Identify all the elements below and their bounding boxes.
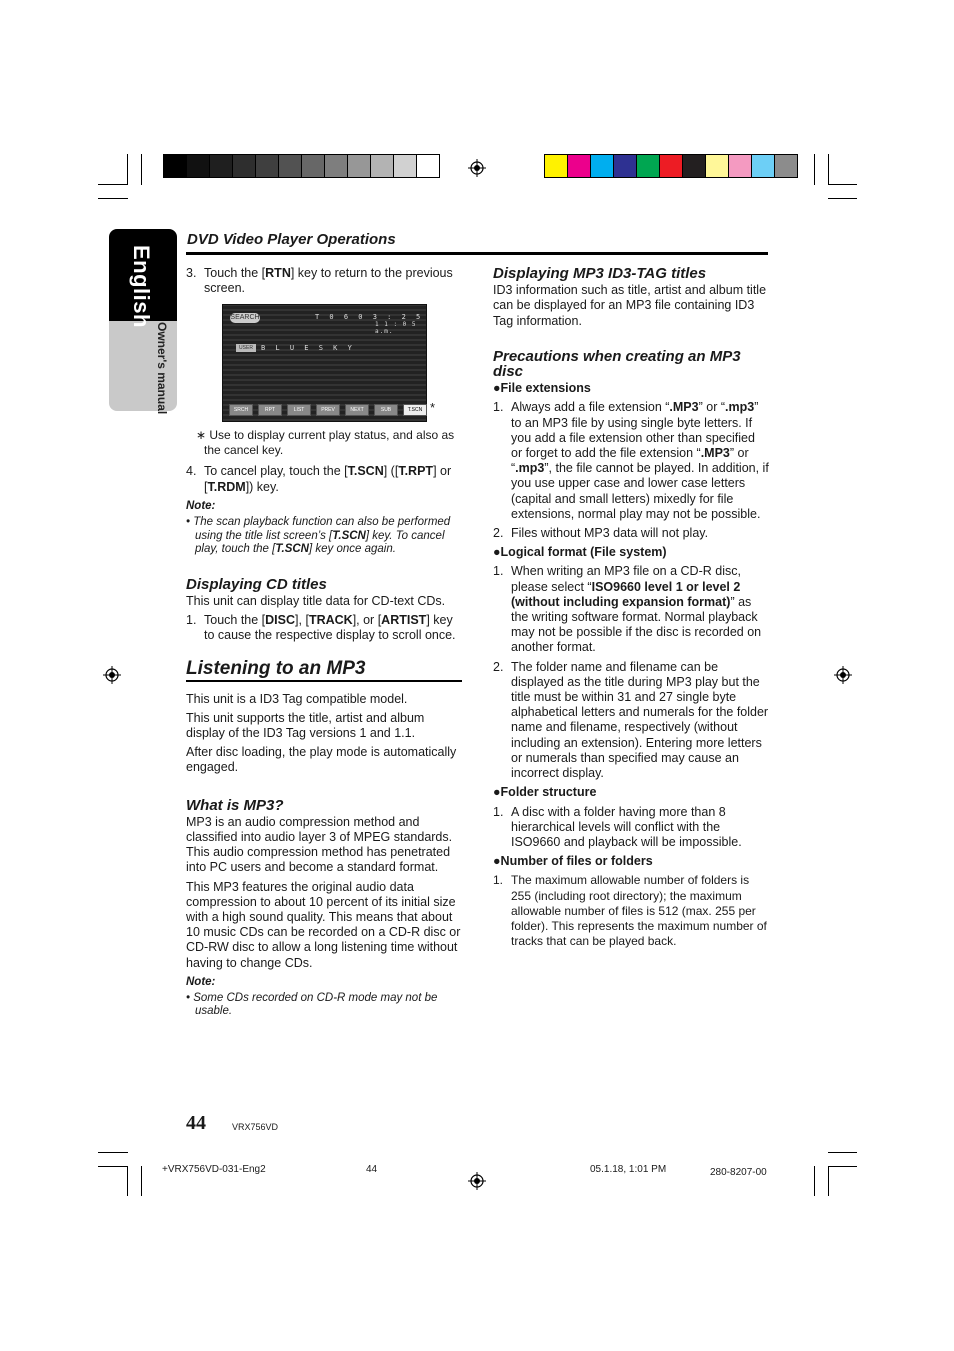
registration-target-icon — [468, 159, 486, 177]
folder-item-1: 1. A disc with a folder having more than 8 hierarchical levels will conflict with the ISO9660 and playback will be impossible. — [493, 804, 742, 849]
crop-mark — [98, 184, 128, 185]
screen-title: B L U E S K Y — [261, 344, 355, 352]
crop-mark — [127, 154, 128, 185]
mp3-p1: This unit is a ID3 Tag compatible model. — [186, 691, 408, 706]
what-mp3-heading: What is MP3? — [186, 796, 284, 814]
page-number: 44 — [186, 1112, 206, 1134]
screen-marker: * — [430, 400, 436, 415]
screen-button: LIST — [287, 404, 311, 416]
crop-mark — [141, 154, 142, 185]
color-swatch — [660, 155, 683, 177]
cd-titles-intro: This unit can display title data for CD-text CDs. — [186, 593, 446, 608]
registration-target-icon — [468, 1172, 486, 1190]
model-number: VRX756VD — [232, 1122, 279, 1132]
gray-swatch — [233, 155, 256, 177]
left-column — [186, 266, 462, 300]
color-swatch — [752, 155, 775, 177]
color-swatch — [729, 155, 752, 177]
right-column — [493, 266, 769, 953]
crop-mark — [828, 184, 857, 185]
screen-logo: SEARCH — [230, 314, 260, 321]
gray-swatch — [394, 155, 417, 177]
color-swatch — [683, 155, 706, 177]
crop-mark — [828, 1152, 857, 1153]
screen-button: NEXT — [345, 404, 369, 416]
screen-clock: 1 1 : 0 5 a.m. — [375, 321, 417, 335]
screen-track-time: T 0 6 0 3 : 2 5 — [315, 313, 424, 321]
note-text: • Some CDs recorded on CD-R mode may not be usable. — [186, 991, 438, 1018]
logical-format-label: ●Logical format (File system) — [493, 545, 667, 560]
color-swatch — [614, 155, 637, 177]
crop-mark — [98, 198, 128, 199]
footer-sheet: 44 — [366, 1164, 378, 1175]
footer-date: 05.1.18, 1:01 PM — [590, 1164, 667, 1175]
logical-item-2: 2. The folder name and filename can be displayed as the title during MP3 play but the title must be within 31 and 27 single byte alphabetical letters and numerals for the folder name and filename, respectively (without including an extension). Entering more letters or numerals than specified may cause an incorrect display. — [493, 659, 769, 781]
what-mp3-p2: This MP3 features the original audio data compression to about 10 percent of its initial size with a high sound quality. This means that about 10 music CDs can be recorded on a CD-R disc or CD-RW disc to allow a long listening time without having to change CDs. — [186, 879, 461, 970]
mp3-p2: This unit supports the title, artist and album display of the ID3 Tag versions 1 and 1.1. — [186, 710, 425, 740]
note-label: Note: — [186, 499, 216, 512]
note-label: Note: — [186, 975, 216, 988]
cd-step-1: 1. Touch the [DISC], [TRACK], or [ARTIST] key to cause the respective display to scroll once. — [186, 612, 456, 643]
left-column-body — [186, 428, 462, 1019]
id3-p1: ID3 information such as title, artist and album title can be displayed for an MP3 file containing ID3 Tag information. — [493, 283, 767, 328]
logical-item-1: 1. When writing an MP3 file on a CD-R disc, please select “ISO9660 level 1 or level 2 (without including expansion format)” as the writing software format. Normal playback may not be possible if the disc is recorded on another format. — [493, 564, 762, 655]
crop-mark — [828, 198, 857, 199]
screen-button: SRCH — [229, 404, 253, 416]
color-swatch — [545, 155, 568, 177]
asterisk-note: ∗ Use to display current play status, and also as the cancel key. — [196, 428, 455, 458]
crop-mark — [98, 1152, 128, 1153]
mp3-heading-rule — [186, 680, 462, 682]
cd-titles-heading: Displaying CD titles — [186, 575, 327, 593]
crop-mark — [141, 1166, 142, 1196]
footer-code: 280-8207-00 — [710, 1167, 767, 1178]
gray-swatch — [417, 155, 439, 177]
what-mp3-p1: MP3 is an audio compression method and classified into audio layer 3 of MPEG standards. This audio compression method has penetrated into PC users and become a standard format. — [186, 814, 453, 875]
registration-target-icon — [103, 666, 121, 684]
ext-item-2: 2. Files without MP3 data will not play. — [493, 526, 709, 541]
mp3-heading: Listening to an MP3 — [186, 658, 366, 680]
crop-mark — [828, 1166, 857, 1167]
screen-user-badge: USER — [236, 344, 256, 352]
screen-button: T.SCN — [403, 404, 427, 416]
gray-swatch — [279, 155, 302, 177]
footer-file: +VRX756VD-031-Eng2 — [162, 1164, 266, 1175]
gray-swatch — [164, 155, 187, 177]
screen-buttons — [229, 404, 427, 416]
gray-swatch — [348, 155, 371, 177]
color-swatch — [775, 155, 797, 177]
mp3-p3: After disc loading, the play mode is automatically engaged. — [186, 745, 457, 775]
crop-mark — [828, 1166, 829, 1196]
gray-swatch — [371, 155, 394, 177]
ext-item-1: 1. Always add a file extension “.MP3” or “.mp3” to an MP3 file by using single byte letters. If you add a file extension other than specified or forget to add the file extension “.MP3” or “.mp3”, the file cannot be played. In addition, if you use upper case and lower case letters (capital and small letters) mixedly for file extensions, normal play may not be possible. — [493, 400, 769, 521]
number-of-files-label: ●Number of files or folders — [493, 854, 653, 869]
registration-target-icon — [834, 666, 852, 684]
language-label: English — [129, 245, 154, 328]
note-text: • The scan playback function can also be performed using the title list screen’s [T.SCN] key. To cancel play, touch the [T.SCN] key once again. — [186, 516, 451, 556]
grayscale-bar — [163, 154, 440, 178]
color-bar — [544, 154, 798, 178]
player-screen-image — [222, 304, 427, 422]
section-header: DVD Video Player Operations — [187, 231, 396, 248]
file-extensions-label: ●File extensions — [493, 381, 591, 396]
gray-swatch — [187, 155, 210, 177]
gray-swatch — [210, 155, 233, 177]
gray-swatch — [256, 155, 279, 177]
screen-button: PREV — [316, 404, 340, 416]
color-swatch — [568, 155, 591, 177]
crop-mark — [98, 1166, 128, 1167]
mp3-heading-block — [186, 658, 462, 681]
crop-mark — [127, 1166, 128, 1196]
gray-swatch — [302, 155, 325, 177]
crop-mark — [814, 1166, 815, 1196]
crop-mark — [828, 154, 829, 185]
step-4: 4. To cancel play, touch the [T.SCN] ([T.RPT] or [T.RDM]) key. — [186, 464, 452, 494]
manual-label: Owner's manual — [155, 322, 169, 415]
crop-mark — [814, 154, 815, 185]
color-swatch — [706, 155, 729, 177]
step-3: 3. Touch the [RTN] key to return to the previous screen. — [186, 266, 453, 296]
gray-swatch — [325, 155, 348, 177]
color-swatch — [637, 155, 660, 177]
id3-heading: Displaying MP3 ID3-TAG titles — [493, 265, 707, 282]
screen-button: SUB — [374, 404, 398, 416]
folder-structure-label: ●Folder structure — [493, 785, 597, 800]
precautions-heading: Precautions when creating an MP3 disc — [493, 347, 741, 381]
color-swatch — [591, 155, 614, 177]
number-item-1: 1. The maximum allowable number of folders is 255 (including root directory); the maximum allowable number of files is 512 (max. 255 per folder). This represents the maximum number of tracks that can be played back. — [493, 873, 767, 949]
header-rule — [186, 252, 768, 255]
screen-button: RPT — [258, 404, 282, 416]
